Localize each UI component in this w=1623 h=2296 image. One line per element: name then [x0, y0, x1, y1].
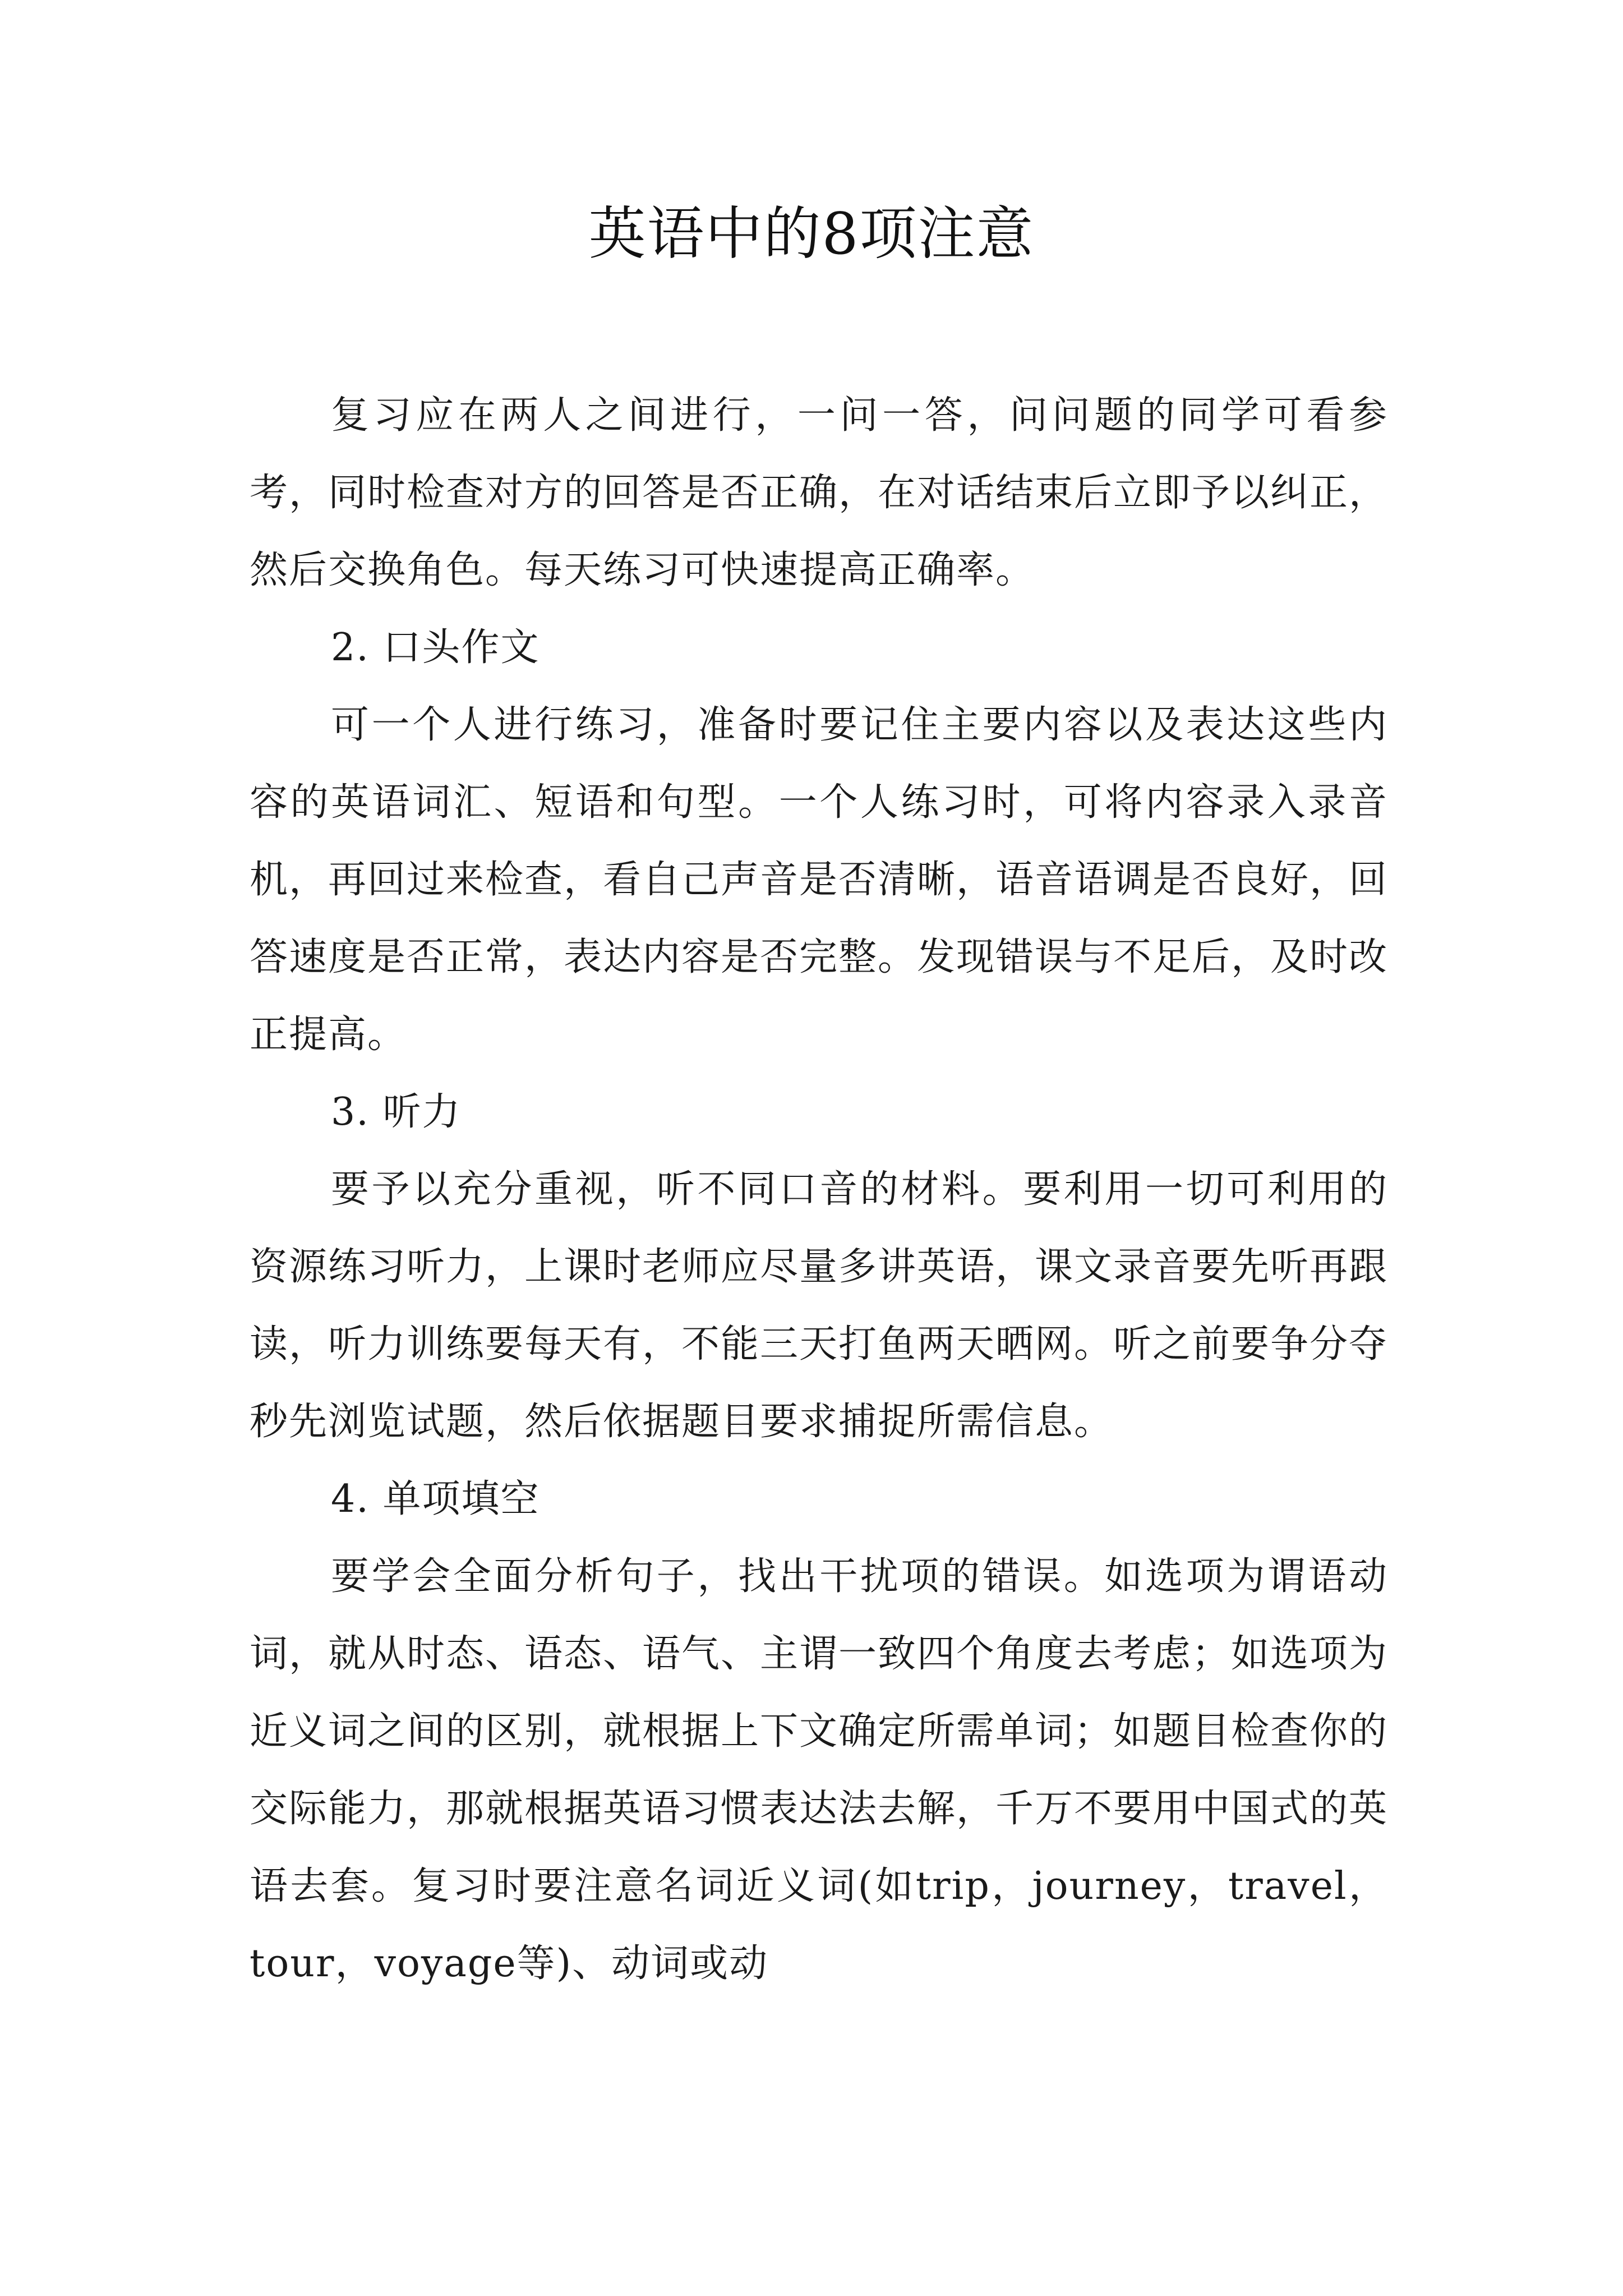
paragraph-single-choice: 要学会全面分析句子，找出干扰项的错误。如选项为谓语动词，就从时态、语态、语气、主谓一致四个角度去考虑；如选项为近义词之间的区别，就根据上下文确定所需单词；如题目检查你的交际能力，那就根据英语习惯表达法去解，千万不要用中国式的英语去套。复习时要注意名词近义词(如trip，journey，travel，tour，voyage等)、动词或动: [250, 1554, 1389, 1986]
document-body: [250, 377, 1388, 2003]
paragraph-review-practice: 复习应在两人之间进行，一问一答，问问题的同学可看参考，同时检查对方的回答是否正确，在对话结束后立即予以纠正，然后交换角色。每天练习可快速提高正确率。: [250, 393, 1389, 592]
paragraph-oral-composition: 可一个人进行练习，准备时要记住主要内容以及表达这些内容的英语词汇、短语和句型。一个人练习时，可将内容录入录音机，再回过来检查，看自己声音是否清晰，语音语调是否良好，回答速度是否正常，表达内容是否完整。发现错误与不足后，及时改正提高。: [250, 703, 1389, 1057]
section-heading-single-choice: 4. 单项填空: [331, 1477, 540, 1521]
section-heading-oral-composition: 2. 口头作文: [331, 625, 540, 670]
document-title: 英语中的8项注意: [588, 201, 1035, 268]
paragraph-listening: 要予以充分重视，听不同口音的材料。要利用一切可利用的资源练习听力，上课时老师应尽量多讲英语，课文录音要先听再跟读，听力训练要每天有，不能三天打鱼两天晒网。听之前要争分夺秒先浏览试题，然后依据题目要求捕捉所需信息。: [250, 1167, 1389, 1444]
section-heading-listening: 3. 听力: [331, 1090, 462, 1134]
